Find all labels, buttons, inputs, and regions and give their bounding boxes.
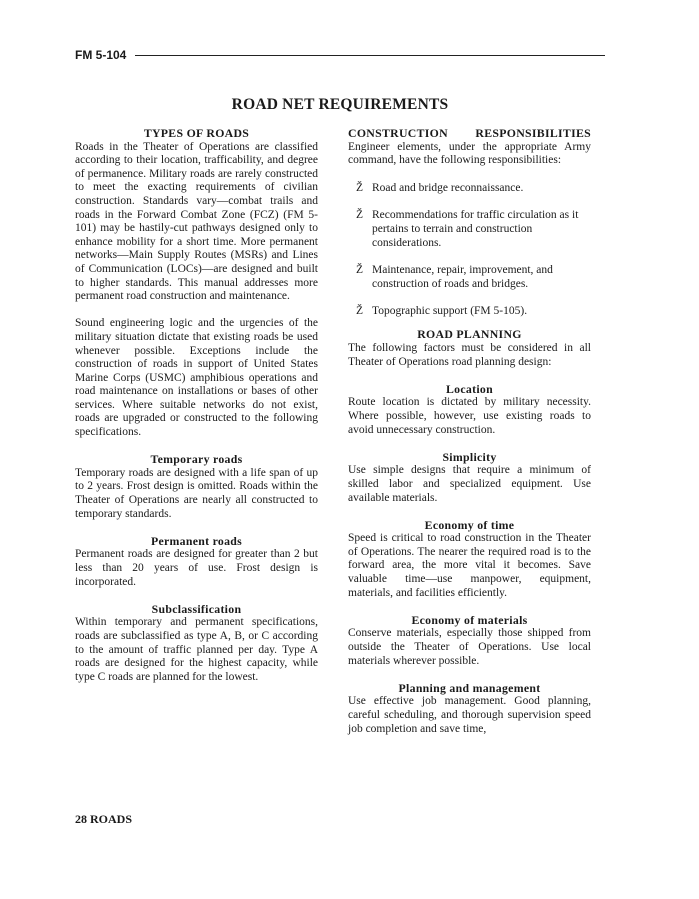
page-title: ROAD NET REQUIREMENTS xyxy=(231,96,449,113)
bullet-glyph: Ž xyxy=(356,182,364,195)
list-item: Ž Road and bridge reconnaissance. xyxy=(356,182,524,195)
left-column xyxy=(75,127,318,684)
page-footer: 28 ROADS xyxy=(75,812,133,826)
subclassification-text: Within temporary and permanent specifications, roads are subclassified as type A, B, or C according to the amount of traffic planned per day. Type A roads are designed for the highest capacity, while type C roads are planned for the lowest. xyxy=(75,616,318,683)
planning-management-heading: Planning and management xyxy=(398,680,541,695)
types-paragraph-1: Roads in the Theater of Operations are classified according to their location, trafficability, and degree of permanence. Military roads are rarely constructed to meet the exacting requirements of civilian construction. Standards vary—combat trails and roads in the Forward Combat Zone (FCZ) (FM 5-101) may be hastily-cut pathways designed only to enhance mobility for a short time. More permanent networks—Main Supply Routes (MSRs) and Lines of Communication (LOCs)—are designed and built to higher standards. This manual addresses more permanent road construction and maintenance. xyxy=(75,140,318,303)
simplicity-text: Use simple designs that require a minimum of skilled labor and specialized equipment. Use available materials. xyxy=(348,464,591,504)
planning-management-text: Use effective job management. Good planning, careful scheduling, and thorough supervision speed job completion and save time, xyxy=(348,695,591,735)
list-item: Ž Topographic support (FM 5-105). xyxy=(356,305,528,318)
temporary-roads-heading: Temporary roads xyxy=(150,452,243,467)
bullet-glyph: Ž xyxy=(356,305,364,318)
road-planning-heading: ROAD PLANNING xyxy=(417,327,522,342)
location-text: Route location is dictated by military necessity. Where possible, however, use existing roads to avoid unnecessary construction. xyxy=(348,396,591,436)
right-column xyxy=(348,127,591,736)
subclassification-heading: Subclassification xyxy=(151,601,242,616)
temporary-roads-text: Temporary roads are designed with a life span of up to 2 years. Frost design is omitted. Roads within the Theater of Operations are nearly all constructed to temporary standards. xyxy=(75,466,318,520)
manual-number: FM 5-104 xyxy=(75,48,134,62)
permanent-roads-text: Permanent roads are designed for greater than 2 but less than 20 years of use. Frost design is incorporated. xyxy=(75,548,318,588)
header-rule xyxy=(135,55,605,56)
bullet-glyph: Ž xyxy=(356,264,364,277)
road-planning-intro: The following factors must be considered in all Theater of Operations road planning design: xyxy=(348,341,591,368)
running-header xyxy=(75,48,605,62)
responsibilities-list xyxy=(348,181,591,318)
list-item: Ž Recommendations for traffic circulation as it pertains to terrain and construction considerations. xyxy=(356,209,579,250)
permanent-roads-heading: Permanent roads xyxy=(150,533,243,548)
location-heading: Location xyxy=(446,381,493,396)
construction-responsibilities-heading: CONSTRUCTION RESPONSIBILITIES xyxy=(348,126,591,140)
construction-intro: Engineer elements, under the appropriate Army command, have the following responsibilities: xyxy=(348,140,591,167)
types-paragraph-2: Sound engineering logic and the urgencies of the military situation dictate that existing roads be used whenever possible. Exceptions include the construction of roads in support of United States Marine Corps (USMC) amphibious operations and road maintenance on installations or bases of other services. Where suitable networks do not exist, roads are upgraded or constructed to the following specifications. xyxy=(75,317,318,439)
simplicity-heading: Simplicity xyxy=(442,449,497,464)
bullet-glyph: Ž xyxy=(356,209,364,222)
list-item: Ž Maintenance, repair, improvement, and construction of roads and bridges. xyxy=(356,264,553,291)
economy-of-time-heading: Economy of time xyxy=(424,517,515,532)
economy-of-time-text: Speed is critical to road construction in the Theater of Operations. The nearer the required road is to the forward area, the more vital it becomes. Save valuable time—use manpower, equipment, materials, and facilities efficiently. xyxy=(348,532,591,599)
types-of-roads-heading: TYPES OF ROADS xyxy=(143,126,250,140)
economy-of-materials-text: Conserve materials, especially those shipped from outside the Theater of Operations. Use local materials wherever possible. xyxy=(348,627,591,667)
economy-of-materials-heading: Economy of materials xyxy=(411,612,528,627)
